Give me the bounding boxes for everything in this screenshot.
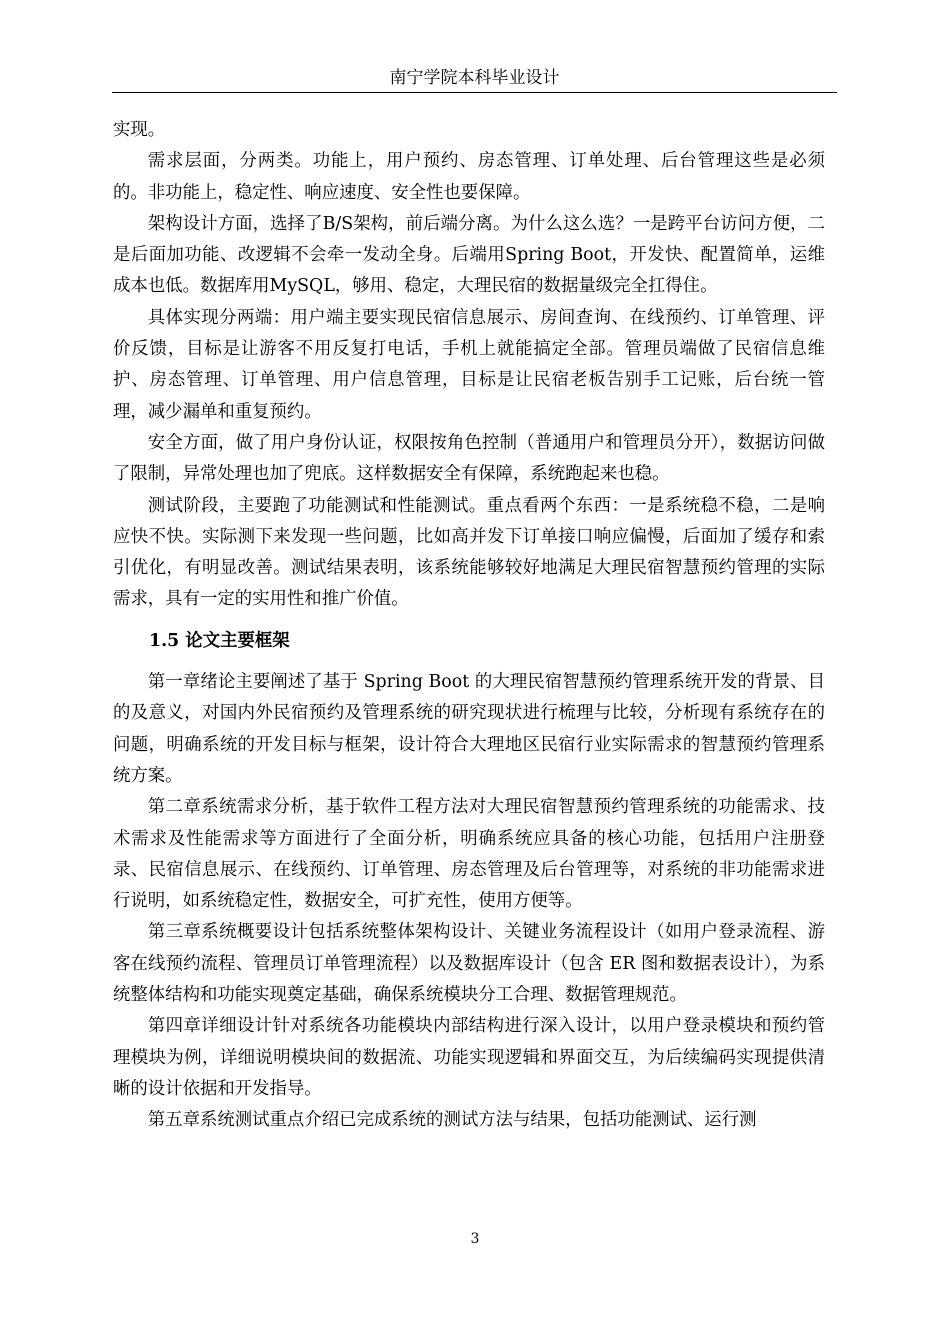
- paragraph-chapter-5: 第五章系统测试重点介绍已完成系统的测试方法与结果，包括功能测试、运行测: [147, 1110, 757, 1131]
- paragraph-chapter-3: 第三章系统概要设计包括系统整体架构设计、关键业务流程设计（如用户登录流程、游客在线预约流程、管理员订单管理流程）以及数据库设计（包含 ER 图和数据表设计），为系统整体结构和功能实现奠定基础，确保系统模块分工合理、数据管理规范。: [113, 922, 825, 1006]
- page-number: 3: [470, 1231, 480, 1247]
- header-divider: [112, 92, 837, 93]
- paragraph-security: 安全方面，做了用户身份认证，权限按角色控制（普通用户和管理员分开），数据访问做了限制，异常处理也加了兜底。这样数据安全有保障，系统跑起来也稳。: [113, 432, 825, 485]
- paragraph-chapter-2: 第二章系统需求分析，基于软件工程方法对大理民宿智慧预约管理系统的功能需求、技术需求及性能需求等方面进行了全面分析，明确系统应具备的核心功能，包括用户注册登录、民宿信息展示、在线预约、订单管理、房态管理及后台管理等，对系统的非功能需求进行说明，如系统稳定性，数据安全，可扩充性，使用方便等。: [113, 797, 825, 912]
- page-header-title: 南宁学院本科毕业设计: [389, 68, 560, 88]
- paragraph-implementation: 具体实现分两端：用户端主要实现民宿信息展示、房间查询、在线预约、订单管理、评价反馈，目标是让游客不用反复打电话，手机上就能搞定全部。管理员端做了民宿信息维护、房态管理、订单管理、用户信息管理，目标是让民宿老板告别手工记账，后台统一管理，减少漏单和重复预约。: [113, 307, 825, 422]
- section-heading: 1.5 论文主要框架: [149, 630, 290, 651]
- body-text: [113, 115, 825, 1137]
- paragraph-testing: 测试阶段，主要跑了功能测试和性能测试。重点看两个东西：一是系统稳不稳，二是响应快不快。实际测下来发现一些问题，比如高并发下订单接口响应偏慢，后面加了缓存和索引优化，有明显改善。测试结果表明，该系统能够较好地满足大理民宿智慧预约管理的实际需求，具有一定的实用性和推广价值。: [113, 495, 825, 610]
- paragraph-chapter-1: 第一章绪论主要阐述了基于 Spring Boot 的大理民宿智慧预约管理系统开发的背景、目的及意义，对国内外民宿预约及管理系统的研究现状进行梳理与比较，分析现有系统存在的问题，明确系统的开发目标与框架，设计符合大理地区民宿行业实际需求的智慧预约管理系统方案。: [113, 672, 825, 786]
- paragraph-requirements: 需求层面，分两类。功能上，用户预约、房态管理、订单处理、后台管理这些是必须的。非功能上，稳定性、响应速度、安全性也要保障。: [113, 151, 825, 203]
- paragraph-chapter-4: 第四章详细设计针对系统各功能模块内部结构进行深入设计，以用户登录模块和预约管理模块为例，详细说明模块间的数据流、功能实现逻辑和界面交互，为后续编码实现提供清晰的设计依据和开发指导。: [113, 1016, 825, 1099]
- paragraph-architecture: 架构设计方面，选择了B/S架构，前后端分离。为什么这么选？一是跨平台访问方便，二是后面加功能、改逻辑不会牵一发动全身。后端用Spring Boot，开发快、配置简单，运维成本也低。数据库用MySQL，够用、稳定，大理民宿的数据量级完全扛得住。: [113, 213, 825, 297]
- paragraph-continuation: 实现。: [113, 120, 166, 140]
